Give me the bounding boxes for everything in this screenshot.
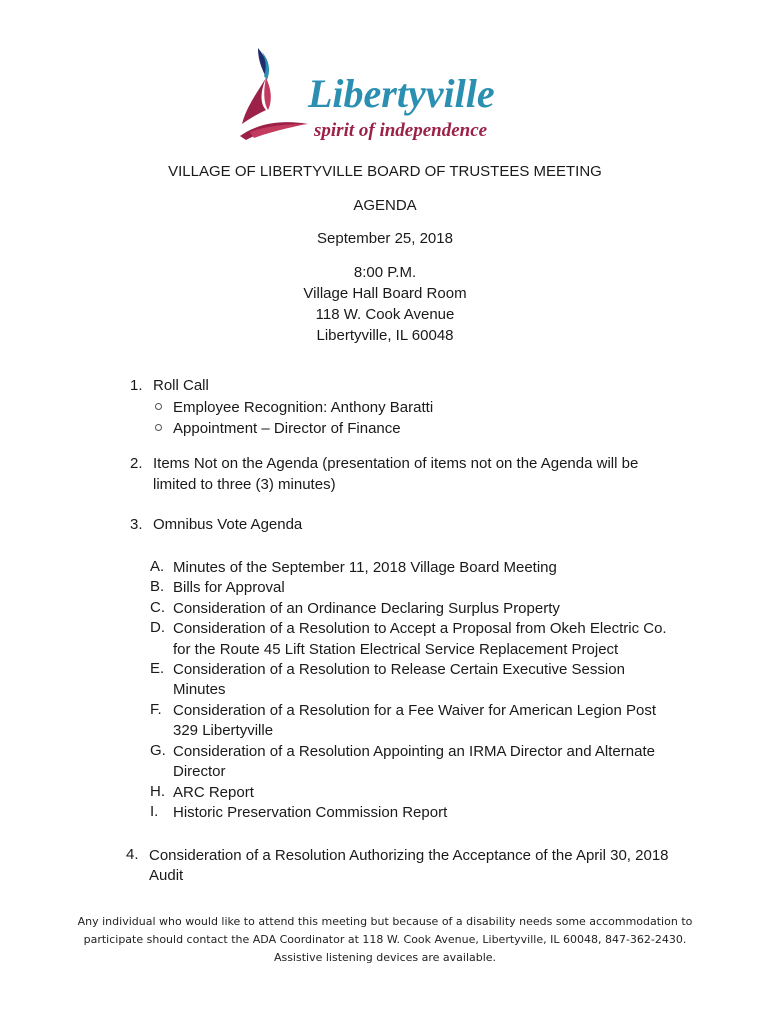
agenda-heading: AGENDA: [353, 197, 417, 214]
ada-notice-line: participate should contact the ADA Coordinator at 118 W. Cook Avenue, Libertyville, IL 60048, 847-362-2430.: [83, 933, 687, 946]
bullet-icon: [155, 403, 162, 410]
meeting-venue: Village Hall Board Room: [303, 285, 467, 302]
subitem-text-cont: Minutes: [173, 681, 226, 698]
subitem-text: Historic Preservation Commission Report: [173, 804, 448, 821]
subitem-text-cont: for the Route 45 Lift Station Electrical Service Replacement Project: [173, 641, 619, 658]
subitem-text: Consideration of a Resolution Appointing an IRMA Director and Alternate: [173, 743, 655, 760]
item-text: Roll Call: [153, 377, 209, 394]
subitem-text-cont: Director: [173, 763, 226, 780]
logo-tagline: spirit of independence: [314, 120, 488, 141]
subitem-text-cont: 329 Libertyville: [173, 722, 274, 739]
meeting-street: 118 W. Cook Avenue: [315, 306, 455, 323]
subitem-text: Consideration of a Resolution to Accept a Proposal from Okeh Electric Co.: [173, 620, 667, 637]
bullet-icon: [155, 424, 162, 431]
subitem-text: Consideration of a Resolution to Release Certain Executive Session: [173, 661, 625, 678]
ada-notice-line: Assistive listening devices are available.: [273, 951, 497, 964]
bullet-text: Appointment – Director of Finance: [173, 420, 401, 437]
subitem-letter: F.: [150, 701, 162, 718]
meeting-date: September 25, 2018: [317, 230, 453, 247]
ada-notice: [60, 913, 710, 967]
subitem-letter: E.: [150, 660, 165, 677]
item-number: 3.: [130, 516, 143, 533]
item-text: Omnibus Vote Agenda: [153, 516, 303, 533]
item-text-line: Consideration of a Resolution Authorizing the Acceptance of the April 30, 2018: [149, 847, 669, 864]
subitem-letter: H.: [150, 783, 165, 800]
subitem-letter: G.: [150, 742, 166, 759]
bullet-text: Employee Recognition: Anthony Baratti: [173, 399, 434, 416]
item-text-line: Audit: [149, 867, 184, 884]
subitem-letter: C.: [150, 599, 165, 616]
item-text-line: Items Not on the Agenda (presentation of items not on the Agenda will be: [153, 455, 639, 472]
item-number: 1.: [130, 377, 143, 394]
libertyville-logo: [236, 44, 536, 144]
bullet-item: [155, 420, 401, 437]
meeting-city: Libertyville, IL 60048: [316, 327, 454, 344]
item-number: 4.: [126, 846, 139, 863]
item-text-line: limited to three (3) minutes): [153, 476, 336, 493]
item-number: 2.: [130, 455, 143, 472]
subitem-text: Minutes of the September 11, 2018 Village Board Meeting: [173, 559, 557, 576]
subitem-letter: B.: [150, 578, 165, 595]
subitem-letter: D.: [150, 619, 165, 636]
subitem-text: Bills for Approval: [173, 579, 285, 596]
subitem-letter: I.: [150, 803, 159, 820]
subitem-text: Consideration of an Ordinance Declaring Surplus Property: [173, 600, 560, 617]
subitem-letter: A.: [150, 558, 165, 575]
bullet-item: [155, 399, 433, 416]
meeting-time: 8:00 P.M.: [353, 264, 417, 281]
meeting-title: VILLAGE OF LIBERTYVILLE BOARD OF TRUSTEES MEETING: [168, 163, 602, 180]
ada-notice-line: Any individual who would like to attend this meeting but because of a disability needs some accommodation to: [77, 915, 693, 928]
logo-wordmark: Libertyville: [308, 71, 495, 116]
subitem-text: Consideration of a Resolution for a Fee Waiver for American Legion Post: [173, 702, 657, 719]
subitem-text: ARC Report: [173, 784, 254, 801]
